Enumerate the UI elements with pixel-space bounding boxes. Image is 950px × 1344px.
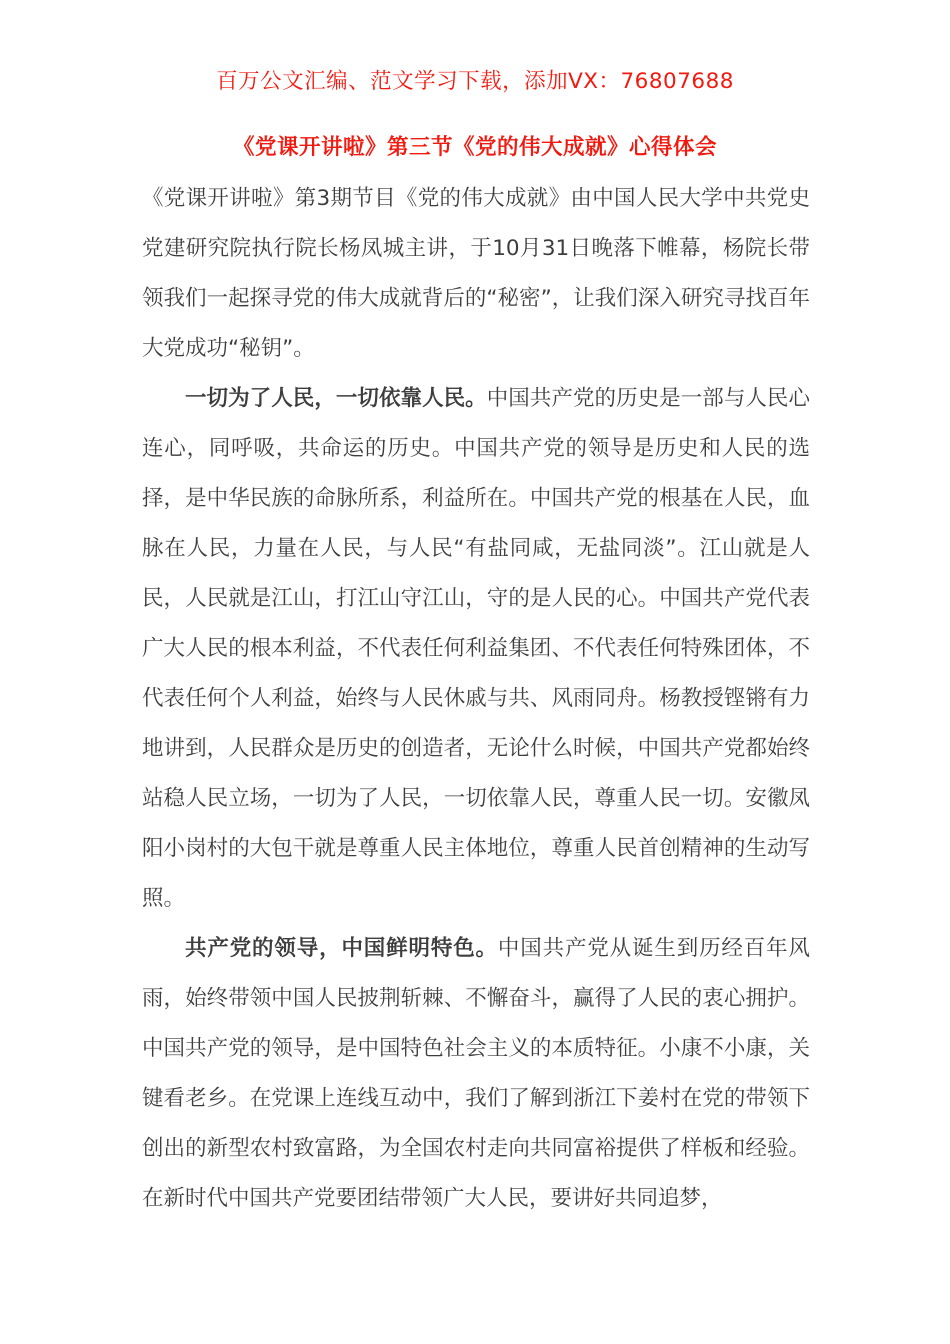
paragraph-lead: 共产党的领导，中国鲜明特色。 — [185, 936, 498, 961]
document-title: 《党课开讲啦》第三节《党的伟大成就》心得体会 — [232, 135, 717, 160]
paragraph-text: 中国共产党从诞生到历经百年风雨，始终带领中国人民披荆斩棘、不懈奋斗，赢得了人民的衷心拥护。中国共产党的领导，是中国特色社会主义的本质特征。小康不小康，关键看老乡。在党课上连线互动中，我们了解到浙江下姜村在党的带领下创出的新型农村致富路，为全国农村走向共同富裕提供了样板和经验。在新时代中国共产党要团结带领广大人民，要讲好共同追梦， — [142, 936, 810, 1211]
paragraph-intro — [142, 174, 810, 374]
paragraph-lead: 一切为了人民，一切依靠人民。 — [185, 386, 487, 411]
header-promo-text: 百万公文汇编、范文学习下载，添加VX：76807688 — [216, 69, 734, 94]
paragraph-text: 《党课开讲啦》第3期节目《党的伟大成就》由中国人民大学中共党史党建研究院执行院长杨凤城主讲，于10月31日晚落下帷幕，杨院长带领我们一起探寻党的伟大成就背后的“秘密”，让我们深入研究寻找百年大党成功“秘钥”。 — [142, 186, 810, 361]
paragraph-people-first — [142, 374, 810, 924]
paragraph-text: 中国共产党的历史是一部与人民心连心，同呼吸，共命运的历史。中国共产党的领导是历史和人民的选择，是中华民族的命脉所系，利益所在。中国共产党的根基在人民，血脉在人民，力量在人民，与人民“有盐同咸，无盐同淡”。江山就是人民，人民就是江山，打江山守江山，守的是人民的心。中国共产党代表广大人民的根本利益，不代表任何利益集团、不代表任何特殊团体，不代表任何个人利益，始终与人民休戚与共、风雨同舟。杨教授铿锵有力地讲到，人民群众是历史的创造者，无论什么时候，中国共产党都始终站稳人民立场，一切为了人民，一切依靠人民，尊重人民一切。安徽凤阳小岗村的大包干就是尊重人民主体地位，尊重人民首创精神的生动写照。 — [142, 386, 810, 911]
document-body — [0, 174, 950, 1224]
paragraph-party-leadership — [142, 924, 810, 1224]
